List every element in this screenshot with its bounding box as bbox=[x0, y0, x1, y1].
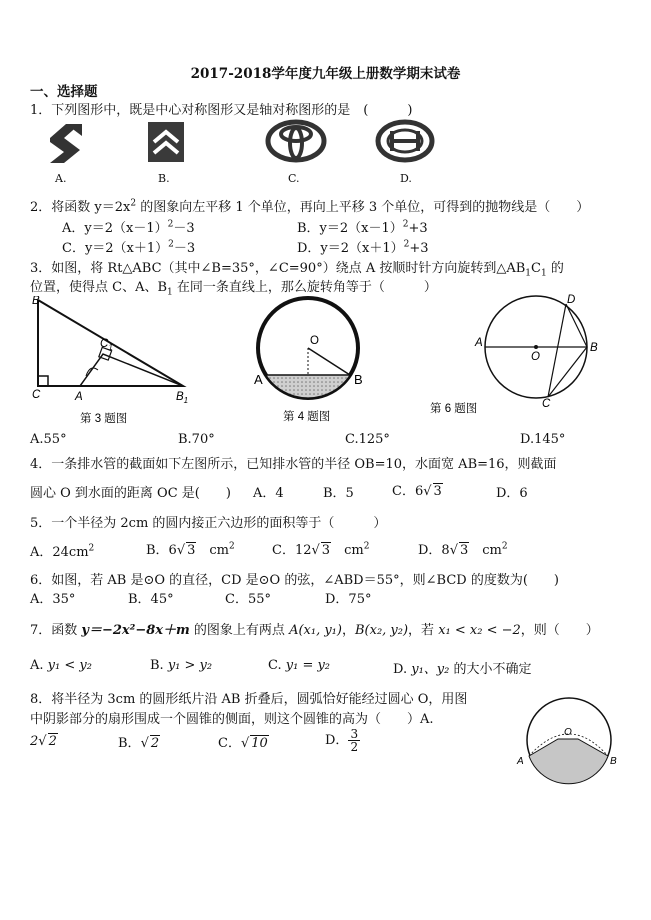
fig8-label-o: O bbox=[564, 727, 572, 738]
q4-stem-line1: 4．一条排水管的截面如下左图所示，已知排水管的半径 OB=10，水面宽 AB=16，则截面 bbox=[30, 457, 557, 472]
q4-stem-line2: 圆心 O 到水面的距离 OC 是( ) bbox=[30, 486, 231, 501]
q1-label-b: B. bbox=[158, 172, 170, 185]
q4-option-b: B．5 bbox=[323, 486, 354, 501]
q4-option-a: A．4 bbox=[253, 486, 284, 501]
q8-stem-line2: 中阴影部分的扇形围成一个圆锥的侧面，则这个圆锥的高为（ ）A. bbox=[30, 712, 434, 727]
fig6-label-b: B bbox=[590, 342, 598, 354]
q3-stem-line1: 3．如图，将 Rt△ABC（其中∠B=35°，∠C=90°）绕点 A 按顺时针方向旋转到$\triangle AB_1C_1$ 的 bbox=[30, 261, 564, 279]
q5-option-c: C．12√ 3 $cm^2$ bbox=[272, 541, 370, 558]
fig3-caption: 第 3 题图 bbox=[80, 413, 128, 425]
q4-option-c: C．6√ 3 bbox=[392, 484, 442, 499]
q4-option-d: D．6 bbox=[496, 486, 528, 501]
q2-option-c: C．$y=2(x+1)^2-3$ bbox=[62, 239, 196, 256]
q1-stem: 1．下列图形中，既是中心对称图形又是轴对称图形的是 ( ) bbox=[30, 103, 413, 118]
citroen-logo bbox=[148, 122, 184, 162]
fig3-label-c1: $C_1$ bbox=[100, 338, 113, 352]
fig6-label-o: O bbox=[531, 351, 540, 363]
fig6-label-c: C bbox=[542, 398, 551, 410]
fig3-label-c: C bbox=[32, 389, 41, 401]
q5-option-b: B．6√ 3 $cm^2$ bbox=[146, 541, 235, 558]
q7-stem: 7．函数 y＝−2x²−8x＋m 的图象上有两点 A(x₁, y₁)，B(x₂, y₂)，若 x₁ < x₂ < −2，则（ ） bbox=[30, 623, 599, 638]
figure-8 bbox=[512, 690, 622, 790]
fig4-label-a: A bbox=[254, 372, 263, 387]
q6-option-b: B．45° bbox=[128, 592, 174, 607]
section-heading: 一、选择题 bbox=[30, 84, 98, 100]
q5-option-d: D．8√ 3 $cm^2$ bbox=[418, 541, 508, 558]
q1-logo-row bbox=[0, 110, 651, 190]
q3-option-d: D.145° bbox=[520, 432, 566, 447]
fig3-label-b1: $B_1$ bbox=[176, 391, 189, 405]
q7-option-c: C. y₁ = y₂ bbox=[268, 658, 331, 673]
fig4-label-o: O bbox=[310, 335, 319, 347]
fig4-label-b: B bbox=[354, 372, 363, 387]
q5-stem: 5．一个半径为 2cm 的圆内接正六边形的面积等于（ ） bbox=[30, 516, 387, 531]
q2-option-a: A．$y=2(x-1)^2-3$ bbox=[62, 219, 195, 236]
q7-option-a: A. y₁ < y₂ bbox=[30, 658, 92, 673]
fig8-label-a: A bbox=[517, 756, 524, 767]
fig6-label-a: A bbox=[475, 337, 483, 349]
q3-stem-line2: 位置，使得点 C、A、$B_1$ 在同一条直线上，那么旋转角等于（ ） bbox=[30, 280, 437, 298]
q5-option-a: A．$24cm^2$ bbox=[30, 543, 95, 560]
page-title: 2017-2018学年度九年级上册数学期末试卷 bbox=[190, 66, 461, 82]
hyundai-logo bbox=[378, 122, 432, 160]
q2-option-d: D．$y=2(x+1)^2+3$ bbox=[297, 239, 429, 256]
q1-label-d: D. bbox=[400, 172, 412, 185]
q8-stem-line1: 8．将半径为 3cm 的圆形纸片沿 AB 折叠后，圆弧恰好能经过圆心 O，用图 bbox=[30, 692, 468, 707]
q3-option-b: B.70° bbox=[178, 432, 215, 447]
figure-6 bbox=[428, 290, 608, 425]
q8-option-c: C．√ 10 bbox=[218, 736, 268, 751]
fig6-label-d: D bbox=[567, 294, 576, 306]
figure-4 bbox=[240, 292, 380, 428]
q8-option-b: B．√ 2 bbox=[118, 736, 160, 751]
q8-option-a: 2√ 2 bbox=[30, 734, 57, 749]
q7-option-b: B. y₁ > y₂ bbox=[150, 658, 213, 673]
q7-option-d: D. y₁、y₂ 的大小不确定 bbox=[393, 662, 532, 677]
q3-option-a: A.55° bbox=[30, 432, 67, 447]
suzuki-logo bbox=[50, 124, 82, 163]
q2-stem: 2．将函数 $y=2x^2$ 的图象向左平移 1 个单位，再向上平移 3 个单位，可得到的抛物线是（ ） bbox=[30, 198, 590, 215]
q6-option-d: D．75° bbox=[325, 592, 372, 607]
fig3-label-b: B bbox=[32, 296, 40, 307]
toyota-logo bbox=[268, 122, 324, 160]
q3-option-c: C.125° bbox=[345, 432, 390, 447]
q6-stem: 6．如图，若 AB 是⊙O 的直径，CD 是⊙O 的弦，∠ABD＝55°，则∠BCD 的度数为( ) bbox=[30, 573, 559, 588]
fig3-label-a: A bbox=[75, 391, 83, 403]
figure-3 bbox=[28, 296, 198, 428]
q1-label-c: C. bbox=[288, 172, 300, 185]
q6-option-a: A．35° bbox=[30, 592, 76, 607]
q8-option-d: D． $\frac{3}{2}$ bbox=[325, 727, 359, 754]
q2-option-b: B．$y=2(x-1)^2+3$ bbox=[297, 219, 428, 236]
fig8-label-b: B bbox=[610, 756, 617, 767]
fig6-caption: 第 6 题图 bbox=[430, 403, 478, 415]
fig4-caption: 第 4 题图 bbox=[283, 411, 331, 423]
q6-option-c: C．55° bbox=[225, 592, 271, 607]
q1-label-a: A. bbox=[55, 172, 67, 185]
